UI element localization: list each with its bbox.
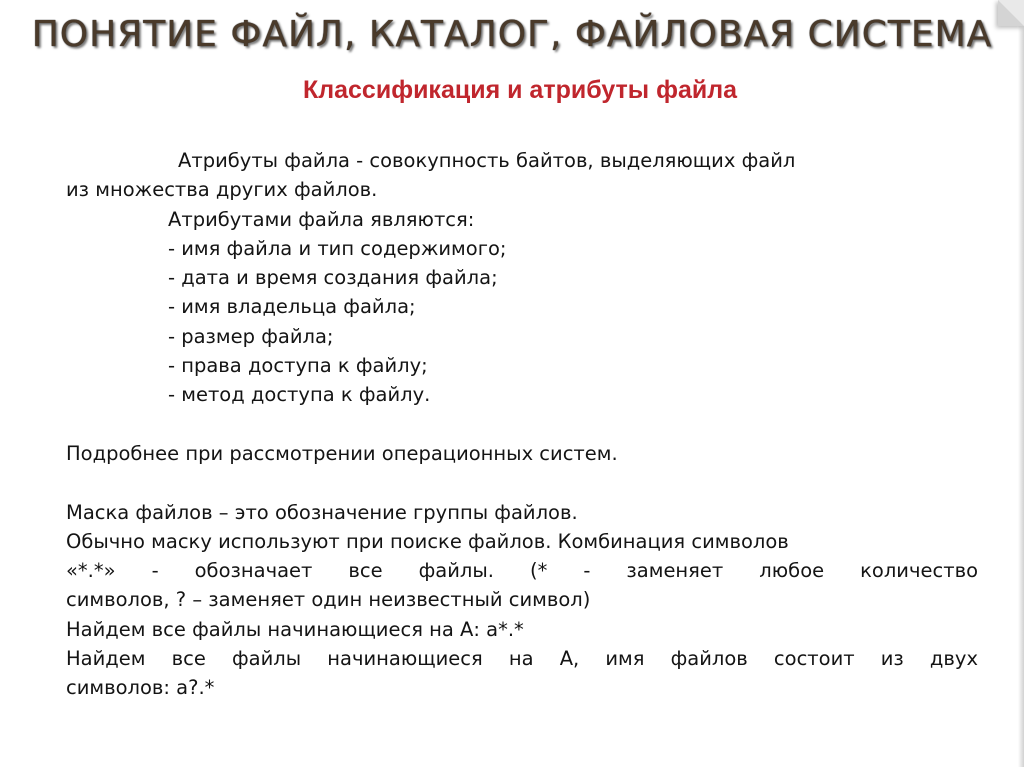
mask-usage-line: «*.*» - обозначает все файлы. (* - заменяет любое количество xyxy=(66,559,978,583)
slide-body xyxy=(66,146,978,703)
details-note: Подробнее при рассмотрении операционных систем. xyxy=(66,441,618,465)
mask-example: символов: а?.* xyxy=(66,676,215,700)
mask-usage-line: Обычно маску используют при поиске файлов. Комбинация символов xyxy=(66,529,789,553)
paragraph-gap xyxy=(66,410,978,439)
mask-example: Найдем все файлы начинающиеся на А, имя файлов состоит из двух xyxy=(66,647,978,671)
attr-definition-line: из множества других файлов. xyxy=(66,178,378,202)
slide-title: ПОНЯТИЕ ФАЙЛ, КАТАЛОГ, ФАЙЛОВАЯ СИСТЕМА xyxy=(31,14,993,55)
mask-definition: Маска файлов – это обозначение группы файлов. xyxy=(66,500,578,524)
attr-list-intro: Атрибутами файла являются: xyxy=(168,207,475,231)
attr-list-item: - размер файла; xyxy=(168,324,334,348)
mask-example: Найдем все файлы начинающиеся на А: а*.* xyxy=(66,617,524,641)
slide-subtitle: Классификация и атрибуты файла xyxy=(302,76,738,104)
paragraph-gap xyxy=(66,468,978,497)
attr-list-item: - имя владельца файла; xyxy=(168,295,416,319)
attr-list-item: - права доступа к файлу; xyxy=(168,354,428,378)
attr-list-item: - имя файла и тип содержимого; xyxy=(168,236,507,260)
mask-usage-line: символов, ? – заменяет один неизвестный символ) xyxy=(66,588,591,612)
attr-list-item: - метод доступа к файлу. xyxy=(168,383,431,407)
attr-list-item: - дата и время создания файла; xyxy=(168,266,498,290)
slide-edge-shadow xyxy=(1018,26,1024,767)
attr-definition-line: Атрибуты файла - совокупность байтов, выделяющих файл xyxy=(178,149,796,172)
